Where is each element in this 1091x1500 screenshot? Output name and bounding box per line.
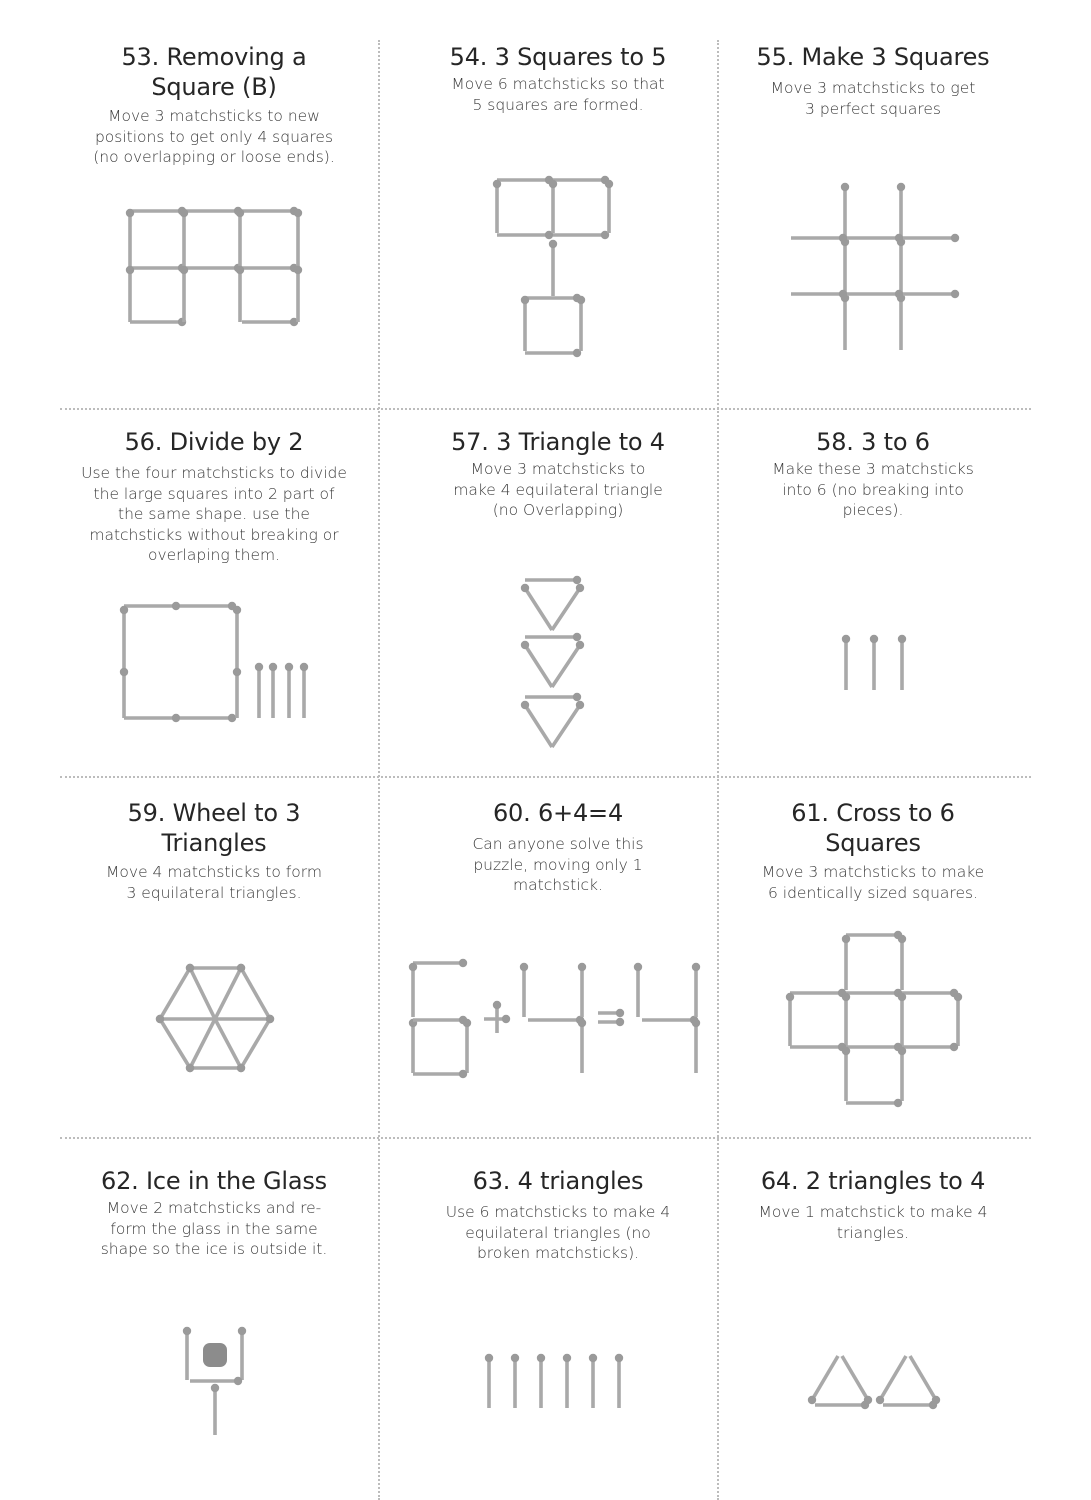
puzzle-description: Move 3 matchsticks to get 3 perfect squares xyxy=(770,79,976,118)
p53-match-mid-1 xyxy=(186,264,242,272)
p60-plus-v xyxy=(493,1001,501,1033)
puzzle-description: Move 1 matchstick to make 4 triangles. xyxy=(758,1203,988,1242)
p53-match-lower-v-3 xyxy=(294,266,302,322)
p53-match-mid-2 xyxy=(242,264,298,272)
p56-match-1 xyxy=(124,602,180,610)
p54-match-1 xyxy=(497,176,553,184)
p57-triangle-2-left xyxy=(521,701,552,747)
puzzle-title: 56. Divide by 2 xyxy=(124,428,304,456)
puzzle-description: Move 3 matchsticks to new positions to get only 4 squares (no overlapping or loose ends). xyxy=(93,107,335,166)
p60-6-right-bot xyxy=(463,1019,471,1073)
p53-match-lower-v-1 xyxy=(180,266,188,322)
p63-match-2 xyxy=(537,1354,545,1408)
p60-eq-2 xyxy=(598,1018,624,1026)
puzzle-title: 64. 2 triangles to 4 xyxy=(760,1167,986,1195)
p54-match-11 xyxy=(521,296,529,351)
p61-match-1 xyxy=(846,931,902,939)
p61-match-10 xyxy=(954,993,962,1046)
p59-outer-match-5 xyxy=(160,964,194,1019)
puzzle-description: Move 3 matchsticks to make 6 identically sized squares. xyxy=(761,863,985,902)
p57-triangle-1-top xyxy=(525,633,581,641)
p62-ice-cube xyxy=(203,1343,227,1367)
puzzle-title: 55. Make 3 Squares xyxy=(756,43,990,71)
p55-match-2 xyxy=(897,183,905,238)
p60-4a-left xyxy=(520,963,528,1017)
p61-match-14 xyxy=(842,1047,850,1101)
p56-match-2 xyxy=(180,602,236,610)
p58-match-2 xyxy=(898,635,906,690)
p53-match-upper-v-0 xyxy=(126,209,134,266)
p54-match-5 xyxy=(493,180,501,233)
p60-4a-right-bot xyxy=(578,1019,586,1073)
p53-match-upper-v-3 xyxy=(294,209,302,266)
puzzle-description: Move 3 matchsticks to make 4 equilateral triangle (no Overlapping) xyxy=(453,460,663,519)
p58-match-1 xyxy=(870,635,878,690)
puzzle-description: Use 6 matchsticks to make 4 equilateral triangles (no broken matchsticks). xyxy=(445,1203,671,1262)
p57-triangle-0-top xyxy=(525,576,581,584)
p63-match-4 xyxy=(589,1354,597,1408)
p55-match-3 xyxy=(841,238,849,294)
p61-match-11 xyxy=(790,1043,846,1051)
p55-match-12 xyxy=(903,290,959,298)
p63-match-5 xyxy=(615,1354,623,1408)
p56-match-8 xyxy=(233,668,241,718)
p61-match-4 xyxy=(790,989,846,997)
p59-spoke-match-5 xyxy=(156,1015,215,1023)
p62-glass-left xyxy=(183,1327,191,1380)
p62-glass-bottom xyxy=(190,1377,242,1385)
puzzle-description: Move 6 matchsticks so that 5 squares are formed. xyxy=(451,75,665,114)
p60-4a-mid xyxy=(528,1016,584,1024)
p56-match-3 xyxy=(124,714,180,722)
puzzle-title: 58. 3 to 6 xyxy=(816,428,930,456)
puzzle-title: 57. 3 Triangle to 4 xyxy=(451,428,665,456)
p55-match-9 xyxy=(903,234,959,242)
puzzle-title: 62. Ice in the Glass xyxy=(101,1167,327,1195)
p61-match-5 xyxy=(846,989,902,997)
p64-left-right xyxy=(842,1356,872,1404)
p54-match-2 xyxy=(553,176,609,184)
p55-match-4 xyxy=(897,238,905,294)
p60-4a-right-top xyxy=(578,963,586,1017)
p57-triangle-0-right xyxy=(552,584,584,630)
puzzle-description: Can anyone solve this puzzle, moving only 1 matchstick. xyxy=(472,835,644,894)
p55-match-10 xyxy=(791,290,847,298)
puzzle-title: 60. 6+4=4 xyxy=(492,799,624,827)
p54-match-12 xyxy=(577,296,585,351)
p61-match-7 xyxy=(786,993,794,1046)
p60-4b-mid xyxy=(642,1016,698,1024)
p54-match-3 xyxy=(497,231,553,239)
p58-match-0 xyxy=(842,635,850,690)
p56-match-5 xyxy=(120,606,128,668)
p56-match-7 xyxy=(233,606,241,668)
p61-match-9 xyxy=(898,993,906,1046)
p64-right-base xyxy=(883,1401,937,1409)
p53-match-bottom-1 xyxy=(242,318,298,326)
p60-4b-right-bot xyxy=(692,1019,700,1073)
p56-loose-match-1 xyxy=(269,663,277,718)
p60-4b-left xyxy=(634,963,642,1017)
p57-triangle-0-left xyxy=(521,584,552,630)
puzzle-description: Make these 3 matchsticks into 6 (no breaking into pieces). xyxy=(772,460,974,519)
p56-match-4 xyxy=(180,714,236,722)
p55-match-8 xyxy=(847,234,903,242)
p62-glass-right xyxy=(238,1327,246,1380)
p60-eq-1 xyxy=(598,1009,624,1017)
puzzle-title: 59. Wheel to 3 Triangles xyxy=(127,799,301,857)
p53-match-top-1 xyxy=(186,207,242,215)
p53-match-upper-v-1 xyxy=(180,209,188,266)
puzzle-description: Use the four matchsticks to divide the large squares into 2 part of the same shape. use the matchsticks without breaking or overlaping them. xyxy=(81,464,347,564)
p62-glass-stem xyxy=(211,1384,219,1435)
p60-6-mid xyxy=(413,1016,467,1024)
p61-match-8 xyxy=(842,993,850,1046)
p53-match-bottom-0 xyxy=(130,318,186,326)
p53-match-lower-v-2 xyxy=(236,266,244,322)
p53-match-upper-v-2 xyxy=(236,209,244,266)
p56-loose-match-2 xyxy=(285,663,293,718)
p61-match-15 xyxy=(898,1047,906,1101)
puzzle-title: 61. Cross to 6 Squares xyxy=(791,799,955,857)
p54-match-8 xyxy=(549,240,557,296)
p61-match-13 xyxy=(902,1043,958,1051)
p64-left-base xyxy=(815,1401,869,1409)
puzzle-title: 53. Removing a Square (B) xyxy=(121,43,307,101)
p61-match-12 xyxy=(846,1043,902,1051)
p55-match-5 xyxy=(841,294,849,350)
p57-triangle-1-left xyxy=(521,641,552,687)
p61-match-6 xyxy=(902,989,958,997)
p59-spoke-match-2 xyxy=(215,1015,274,1023)
p64-right-left xyxy=(876,1356,906,1404)
p57-triangle-2-right xyxy=(552,701,584,747)
p53-match-top-0 xyxy=(130,207,186,215)
p59-spoke-match-1 xyxy=(215,964,245,1019)
p59-spoke-match-4 xyxy=(186,1019,215,1072)
p56-loose-match-0 xyxy=(255,663,263,718)
p64-right-right xyxy=(910,1356,940,1404)
p55-match-11 xyxy=(847,290,903,298)
p63-match-0 xyxy=(485,1354,493,1408)
p60-6-bottom xyxy=(413,1070,467,1078)
p60-4b-right-top xyxy=(692,963,700,1017)
puzzle-description: Move 4 matchsticks to form 3 equilateral triangles. xyxy=(106,863,322,902)
p60-6-left-top xyxy=(409,963,417,1017)
p55-match-1 xyxy=(841,183,849,238)
p63-match-1 xyxy=(511,1354,519,1408)
p57-triangle-2-top xyxy=(525,693,581,701)
p55-match-7 xyxy=(791,234,847,242)
p54-match-10 xyxy=(525,349,581,357)
p64-left-left xyxy=(808,1356,838,1404)
p56-match-6 xyxy=(120,668,128,718)
p57-triangle-1-right xyxy=(552,641,584,687)
p53-match-top-2 xyxy=(242,207,298,215)
puzzle-title: 54. 3 Squares to 5 xyxy=(449,43,667,71)
p54-match-4 xyxy=(553,231,609,239)
puzzle-title: 63. 4 triangles xyxy=(472,1167,644,1195)
p59-spoke-match-3 xyxy=(215,1019,245,1072)
p54-match-7 xyxy=(605,180,613,233)
p61-match-3 xyxy=(898,935,906,990)
p60-6-left-bot xyxy=(409,1019,417,1073)
p60-6-top xyxy=(413,959,467,967)
p55-match-6 xyxy=(897,294,905,350)
p61-match-16 xyxy=(846,1099,902,1107)
puzzle-description: Move 2 matchsticks and re-form the glass in the same shape so the ice is outside it. xyxy=(100,1199,328,1258)
p56-loose-match-3 xyxy=(300,663,308,718)
p54-match-6 xyxy=(549,180,557,233)
p53-match-lower-v-0 xyxy=(126,266,134,322)
p63-match-3 xyxy=(563,1354,571,1408)
p53-match-mid-0 xyxy=(130,264,186,272)
p61-match-2 xyxy=(842,935,850,990)
